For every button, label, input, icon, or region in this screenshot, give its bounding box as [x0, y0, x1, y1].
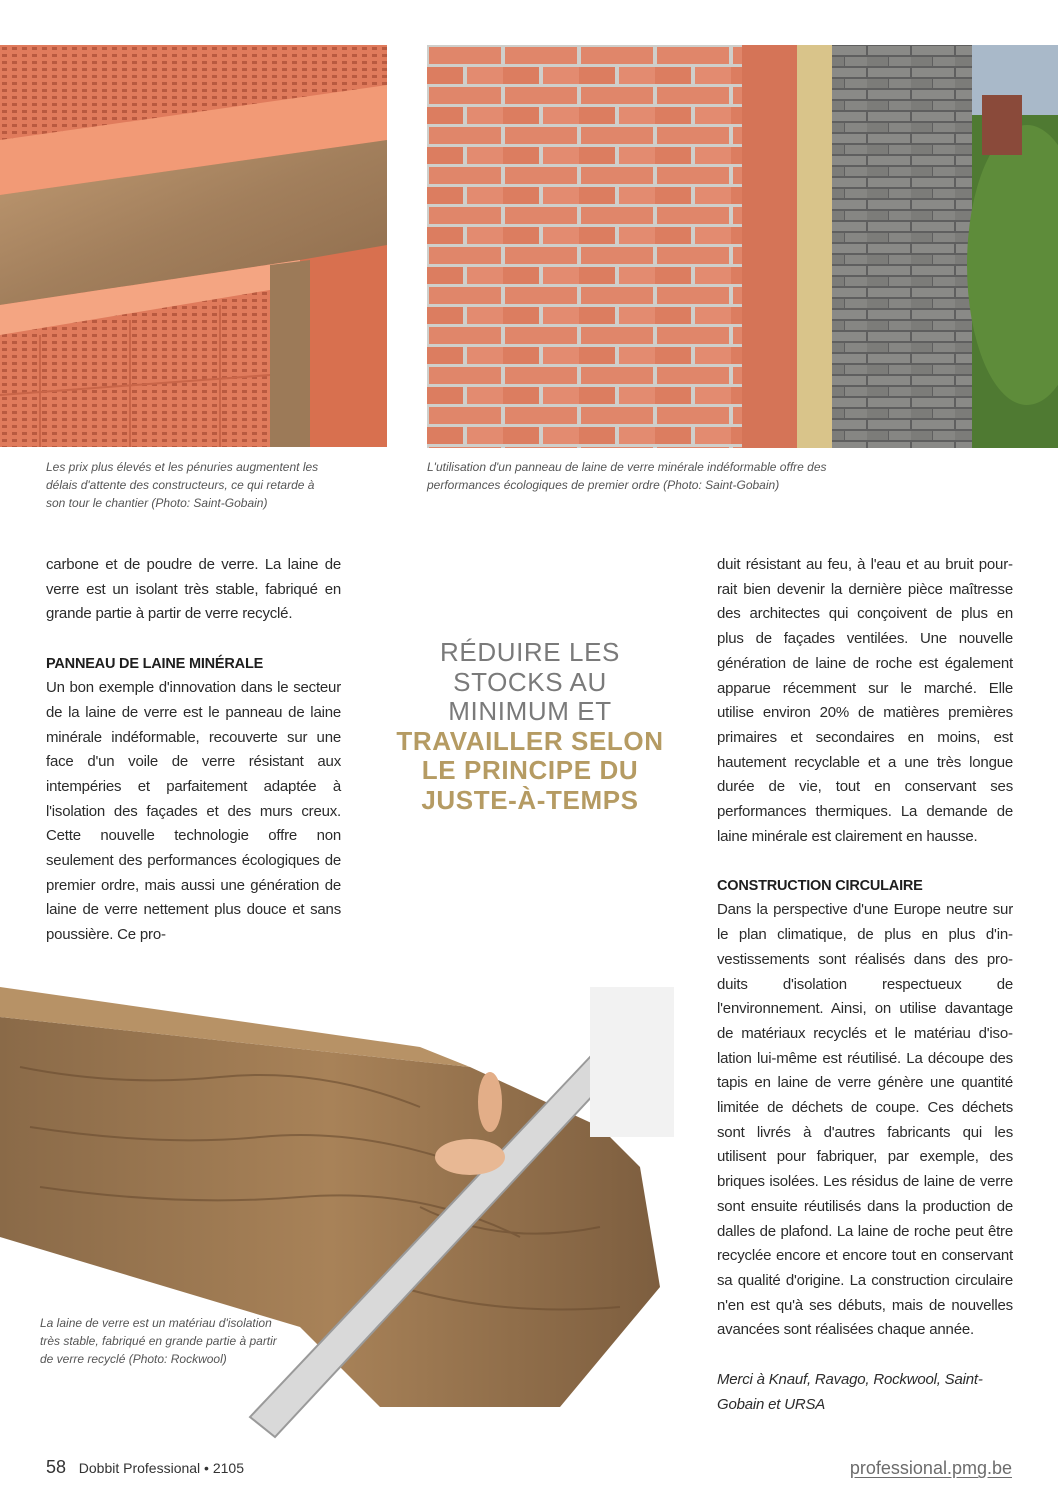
- bricks-wool-illustration: [0, 45, 387, 447]
- heading-panneau-laine-minerale: PANNEAU DE LAINE MINÉRALE: [46, 656, 264, 673]
- website-link[interactable]: professional.pmg.be: [849, 1458, 1012, 1478]
- page-number: 58: [46, 1457, 67, 1477]
- photo-cutting-glass-wool: [0, 987, 674, 1445]
- pull-quote-bold: TRAVAILLER SELON LE PRINCIPE DU JUSTE-À-TEMPS: [396, 725, 664, 815]
- left-column: [46, 553, 341, 948]
- pull-quote: [390, 638, 670, 815]
- footer-left: [46, 1457, 244, 1478]
- left-intro-paragraph: carbone et de poudre de verre. La laine de verre est un isolant très stable, fabriqué en grande partie à partir de verre recyclé.: [46, 556, 341, 623]
- caption-photo3: La laine de verre est un matériau d'isolation très stable, fabriqué en grande partie à partir de verre recyclé (Photo: Rockwool): [40, 1316, 277, 1366]
- right-column: [717, 553, 1013, 1418]
- heading-construction-circulaire: CONSTRUCTION CIRCULAIRE: [717, 878, 923, 895]
- right-body-paragraph: Dans la perspective d'une Europe neutre sur le plan climatique, de plus en plus d'investissements sont réalisés dans des produits d'isolation respectueux de l'environnement. Ainsi, on utilise davantage de matériaux recyclés et le matériau d'isolation lui-même est réutilisé. La découpe des tapis en laine de verre génère une quantité limitée de déchets de coupe. Ces déchets sont livrés à d'autres fabricants qui les utilisent pour fabriquer, par exemple, des briques isolées. Les résidus de laine de verre sont ensuite réutilisés dans la production de dalles de plafond. La laine de roche peut être recyclée encore et encore tout en conservant sa qualité d'origine. La construction circulaire n'en est qu'à ses débuts, mais de nouvelles avancées sont réalisées chaque année.: [717, 901, 1013, 1339]
- caption-photo1: Les prix plus élevés et les pénuries augmentent les délais d'attente des constructeurs, ce qui retarde à son tour le chantier (Photo: Saint-Gobain): [46, 460, 319, 510]
- caption-photo2: L'utilisation d'un panneau de laine de verre minérale indéformable offre des performances écologiques de premier ordre (Photo: Saint-Gobain): [427, 460, 827, 492]
- left-body-paragraph: Un bon exemple d'innovation dans le secteur de la laine de verre est le panneau de laine minérale indéformable, recouverte sur une face d'un voile de verre résistant aux intempéries et parfaitement adaptée à l'isolation des façades et des murs creux. Cette nouvelle technologie offre non seulement des performances écologiques de premier ordre, mais aussi une génération de laine de verre nettement plus douce et sans poussière. Ce pro-: [46, 679, 341, 944]
- thanks-note: Merci à Knauf, Ravago, Rockwool, Saint-Gobain et URSA: [717, 1371, 983, 1413]
- cavity-wall-illustration: [427, 45, 1058, 448]
- cutting-wool-illustration: [0, 987, 674, 1445]
- photo-bricks-wool-panel: [0, 45, 387, 447]
- magazine-issue: Dobbit Professional • 2105: [78, 1460, 244, 1476]
- right-intro-paragraph: duit résistant au feu, à l'eau et au bruit pourrait bien devenir la dernière pièce maîtresse des architectes qui conçoivent de plus en plus de façades ventilées. Une nouvelle génération de laine de roche est également apparue récemment sur le marché. Elle utilise environ 20% de matières premières primaires et secondaires en moins, est hautement recyclable et a une très longue durée de vie, tout en conservant ses performances thermiques. La demande de laine minérale est clairement en hausse.: [717, 556, 1013, 845]
- photo-cavity-wall: [427, 45, 1058, 448]
- pull-quote-light: RÉDUIRE LES STOCKS AU MINIMUM ET: [440, 637, 620, 726]
